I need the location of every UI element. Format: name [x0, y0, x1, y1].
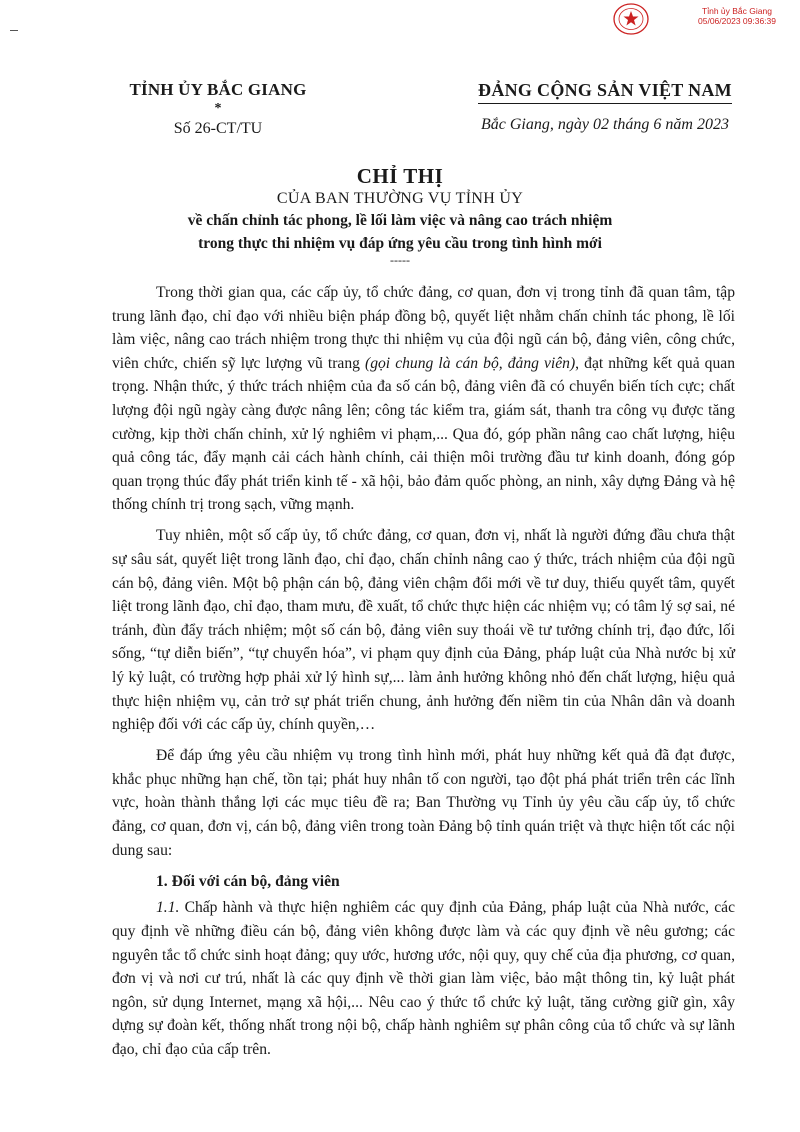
paragraph-1: [112, 281, 735, 517]
issuing-organization-block: [98, 80, 338, 138]
organization-name: TỈNH ỦY BẮC GIANG: [129, 80, 307, 99]
issuer-line: CỦA BAN THƯỜNG VỤ TỈNH ỦY: [276, 190, 524, 207]
place-date: Bắc Giang, ngày 02 tháng 6 năm 2023: [481, 116, 729, 133]
paragraph-2: Tuy nhiên, một số cấp ủy, tổ chức đảng, cơ quan, đơn vị, nhất là người đứng đầu chưa thật sự sâu sát, quyết liệt trong lãnh đạo, chỉ đạo, chấn chỉnh nâng cao ý thức, trách nhiệm của đội ngũ cán bộ, đảng viên. Một bộ phận cán bộ, đảng viên chậm đổi mới về tư duy, thiếu quyết tâm, quyết liệt trong lãnh đạo, chỉ đạo, tham mưu, đề xuất, tổ chức thực hiện các nhiệm vụ; có tâm lý sợ sai, né tránh, đùn đẩy trách nhiệm; một số cán bộ, đảng viên suy thoái về tư tưởng chính trị, đạo đức, lối sống, “tự diễn biến”, “tự chuyển hóa”, vi phạm quy định của Đảng, pháp luật của Nhà nước bị xử lý kỷ luật, có trường hợp phải xử lý hình sự,... làm ảnh hưởng không nhỏ đến chất lượng, hiệu quả thực hiện nhiệm vụ, cản trở sự phát triển chung, ảnh hưởng đến niềm tin của Nhân dân và doanh nghiệp đối với các cấp ủy, chính quyền,…: [112, 527, 735, 734]
section-1-1-text: Chấp hành và thực hiện nghiêm các quy định của Đảng, pháp luật của Nhà nước, các quy định về những điều cán bộ, đảng viên không được làm và các quy định về nêu gương; các nguyên tắc tổ chức sinh hoạt đảng; quy ước, hương ước, nội quy, quy chế của địa phương, cơ quan, đơn vị và nơi cư trú, nhất là các quy định về thời gian làm việc, bảo mật thông tin, kỷ luật phát ngôn, sử dụng Internet, mạng xã hội,... Nêu cao ý thức tổ chức kỷ luật, tăng cường giữ gìn, xây dựng sự đoàn kết, thống nhất trong nội bộ, chấp hành nghiêm sự phân công của tổ chức và sự lãnh đạo, chỉ đạo của cấp trên.: [112, 899, 735, 1058]
margin-tick-mark: [10, 30, 18, 34]
document-type-title: CHỈ THỊ: [356, 164, 444, 188]
document-title-block: [100, 164, 700, 265]
section-1-1-label: 1.1.: [156, 899, 180, 917]
red-seal-icon: [612, 2, 650, 36]
paragraph-1-text-a: Trong thời gian qua, các cấp ủy, tổ chức đảng, cơ quan, đơn vị trong tỉnh đã quan tâm, tập trung lãnh đạo, chỉ đạo với nhiều biện pháp đồng bộ, quyết liệt nhằm chấn chỉnh tác phong, lề lối làm việc, nâng cao trách nhiệm trong thực thi nhiệm vụ của đội ngũ cán bộ, đảng viên, công chức, viên chức, chiến sỹ lực lượng vũ trang: [112, 284, 735, 372]
paragraph-1-text-b: , đạt những kết quả quan trọng. Nhận thức, ý thức trách nhiệm của đa số cán bộ, đảng viên đã có chuyển biến tích cực; chất lượng đội ngũ ngày càng được nâng lên; công tác kiểm tra, giám sát, thanh tra công vụ được tăng cường, kịp thời chấn chỉnh, xử lý nghiêm vi phạm,... Qua đó, góp phần nâng cao chất lượng, hiệu quả công tác, đẩy mạnh cải cách hành chính, cải thiện môi trường đầu tư kinh doanh, đóng góp quan trọng thúc đẩy phát triển kinh tế - xã hội, bảo đảm quốc phòng, an ninh, xây dựng Đảng và hệ thống chính trị trong sạch, vững mạnh.: [112, 354, 735, 514]
title-separator: -----: [390, 253, 410, 267]
stamp-timestamp: 05/06/2023 09:36:39: [698, 16, 776, 26]
party-header-block: [440, 80, 770, 134]
section-1-heading: 1. Đối với cán bộ, đảng viên: [156, 872, 340, 890]
topic-line-1: về chấn chỉnh tác phong, lề lối làm việc và nâng cao trách nhiệm: [187, 212, 613, 229]
topic-line-2: trong thực thi nhiệm vụ đáp ứng yêu cầu trong tình hình mới: [198, 235, 602, 252]
stamp-signer: Tỉnh ủy Bắc Giang: [702, 6, 772, 16]
paragraph-3: Để đáp ứng yêu cầu nhiệm vụ trong tình hình mới, phát huy những kết quả đã đạt được, khắc phục những hạn chế, tồn tại; phát huy nhân tố con người, tạo đột phá phát triển trên các lĩnh vực, hoàn thành thắng lợi các mục tiêu đề ra; Ban Thường vụ Tỉnh ủy yêu cầu cấp ủy, tổ chức đảng, cơ quan, đơn vị, cán bộ, đảng viên trong toàn Đảng bộ tỉnh quán triệt và thực hiện tốt các nội dung sau:: [112, 747, 735, 859]
digital-signature-stamp: [612, 2, 800, 38]
star-separator: *: [214, 101, 222, 116]
document-number: Số 26-CT/TU: [173, 120, 263, 137]
section-1-1: [112, 896, 735, 1061]
party-name: ĐẢNG CỘNG SẢN VIỆT NAM: [478, 80, 732, 104]
paragraph-1-italic: (gọi chung là cán bộ, đảng viên): [365, 354, 576, 372]
document-body: [112, 281, 735, 1069]
